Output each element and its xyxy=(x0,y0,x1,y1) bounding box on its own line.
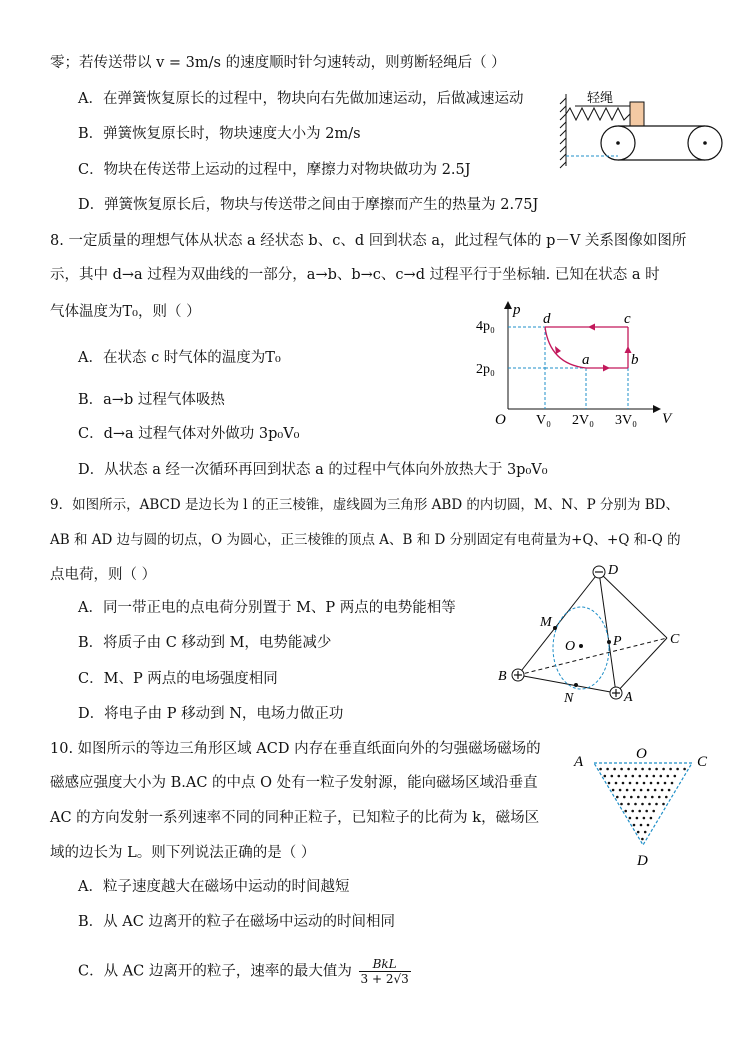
field-dot xyxy=(619,789,622,792)
field-dot xyxy=(625,775,628,778)
point-d: d xyxy=(543,311,551,327)
label-a: A xyxy=(624,690,633,705)
q9-option-c: C．M、P 两点的电场强度相同 xyxy=(78,671,278,687)
field-dot xyxy=(643,782,646,785)
field-dot xyxy=(652,810,655,813)
field-dot xyxy=(655,803,658,806)
field-dot xyxy=(646,775,649,778)
field-dot xyxy=(647,789,650,792)
field-dot xyxy=(629,782,632,785)
field-dot xyxy=(612,789,615,792)
label-m: M xyxy=(540,615,552,630)
q9-stem-line2: AB 和 AD 边与圆的切点，O 为圆心，正三棱锥的顶点 A、B 和 D 分别固定有电荷量为+Q、+Q 和-Q 的 xyxy=(50,532,681,548)
field-dot xyxy=(613,768,616,771)
field-dot xyxy=(648,768,651,771)
field-dot xyxy=(633,789,636,792)
label-b: B xyxy=(498,669,507,684)
field-dot xyxy=(604,775,607,778)
field-dot xyxy=(653,775,656,778)
field-dot xyxy=(624,810,627,813)
field-dot xyxy=(626,789,629,792)
field-dot xyxy=(627,768,630,771)
q10-stem-line4: 域的边长为 L。则下列说法正确的是（ ） xyxy=(50,845,316,861)
field-dot xyxy=(683,768,686,771)
field-dot xyxy=(668,789,671,792)
origin-label: O xyxy=(495,412,506,428)
field-dot xyxy=(669,768,672,771)
field-dot xyxy=(611,775,614,778)
field-dot xyxy=(658,796,661,799)
minus-charge-d xyxy=(593,566,605,578)
field-dot xyxy=(618,775,621,778)
label-d: D xyxy=(608,563,619,578)
field-dot xyxy=(633,824,636,827)
q10-option-a: A．粒子速度越大在磁场中运动的时间越短 xyxy=(78,879,350,895)
field-dot xyxy=(647,824,650,827)
field-dot xyxy=(645,810,648,813)
label-c: C xyxy=(697,754,708,770)
field-dot xyxy=(671,782,674,785)
field-dot xyxy=(643,817,646,820)
v-tick-3v0: 3V₀ xyxy=(615,413,637,428)
field-dot xyxy=(639,775,642,778)
field-dot xyxy=(636,817,639,820)
fraction-denominator: 3 + 2√3 xyxy=(360,972,409,986)
conveyor-figure xyxy=(555,84,730,184)
field-dot xyxy=(637,831,640,834)
field-dot xyxy=(620,803,623,806)
field-dot xyxy=(654,789,657,792)
q7-option-d: D．弹簧恢复原长后，物块与传送带之间由于摩擦而产生的热量为 2.75J xyxy=(78,197,539,213)
label-d: D xyxy=(637,853,648,869)
q9-stem-line1: 9．如图所示，ABCD 是边长为 l 的正三棱锥，虚线圆为三角形 ABD 的内切圆，M、N、P 分别为 BD、 xyxy=(50,497,679,513)
cycle-arrows xyxy=(555,324,632,372)
field-dot xyxy=(599,768,602,771)
q8-stem-line1: 8. 一定质量的理想气体从状态 a 经状态 b、c、d 回到状态 a，此过程气体的 p－V 关系图像如图所 xyxy=(50,233,687,249)
label-o: O xyxy=(565,639,576,654)
field-dot xyxy=(667,775,670,778)
q9-stem-line3: 点电荷，则（ ） xyxy=(50,567,157,583)
field-dot xyxy=(638,810,641,813)
q7-option-a: A．在弹簧恢复原长的过程中，物块向右先做加速运动，后做减速运动 xyxy=(78,91,524,107)
q9-option-d: D．将电子由 P 移动到 N，电场力做正功 xyxy=(78,706,344,722)
q10-stem-line2: 磁感应强度大小为 B.AC 的中点 O 处有一粒子发射源，能向磁场区域沿垂直 xyxy=(50,775,538,791)
field-dot xyxy=(631,810,634,813)
field-dot xyxy=(641,803,644,806)
field-dot xyxy=(622,782,625,785)
field-dot xyxy=(664,782,667,785)
q10-option-b: B．从 AC 边离开的粒子在磁场中运动的时间相同 xyxy=(78,914,395,930)
label-c: C xyxy=(670,632,680,647)
field-dot xyxy=(627,803,630,806)
field-dot xyxy=(662,768,665,771)
field-dot xyxy=(637,796,640,799)
spring xyxy=(566,108,630,120)
q10-option-c-text: C．从 AC 边离开的粒子，速率的最大值为 xyxy=(78,963,352,980)
fraction-numerator: BkL xyxy=(359,957,411,972)
triangle-field-figure xyxy=(572,742,722,872)
field-dot xyxy=(661,789,664,792)
q8-stem-line2: 示，其中 d→a 过程为双曲线的一部分，a→b、b→c、c→d 过程平行于坐标轴. 已知在状态 a 时 xyxy=(50,267,660,283)
point-a: a xyxy=(582,352,590,368)
q8-option-c: C．d→a 过程气体对外做功 3p₀V₀ xyxy=(78,426,300,442)
field-dot xyxy=(662,803,665,806)
field-dot xyxy=(676,768,679,771)
v-axis-label: V xyxy=(662,411,672,427)
q10-stem-line3: AC 的方向发射一系列速率不同的同种正粒子，已知粒子的比荷为 k，磁场区 xyxy=(50,810,540,826)
v-tick-2v0: 2V₀ xyxy=(572,413,594,428)
field-dot xyxy=(634,768,637,771)
q7-option-c: C．物块在传送带上运动的过程中，摩擦力对物块做功为 2.5J xyxy=(78,162,471,178)
wall xyxy=(560,94,566,168)
field-dot xyxy=(616,796,619,799)
point-c: c xyxy=(624,311,631,327)
q9-option-a: A．同一带正电的点电荷分别置于 M、P 两点的电势能相等 xyxy=(78,600,456,616)
field-dot xyxy=(608,782,611,785)
field-dots xyxy=(599,768,686,841)
plus-charge-a xyxy=(610,687,622,699)
q10-stem-line1: 10. 如图所示的等边三角形区域 ACD 内存在垂直纸面向外的匀强磁场磁场的 xyxy=(50,741,541,757)
label-a: A xyxy=(574,754,584,770)
field-dot xyxy=(651,796,654,799)
field-dot xyxy=(650,817,653,820)
field-dot xyxy=(629,817,632,820)
field-dot xyxy=(620,768,623,771)
p-axis-label: p xyxy=(513,302,521,318)
q8-option-a: A．在状态 c 时气体的温度为T₀ xyxy=(78,350,281,366)
q8-option-d: D．从状态 a 经一次循环再回到状态 a 的过程中气体向外放热大于 3p₀V₀ xyxy=(78,462,548,478)
field-dot xyxy=(632,775,635,778)
field-dot xyxy=(640,824,643,827)
p-tick-2p0: 2p₀ xyxy=(476,362,495,377)
q9-option-b: B．将质子由 C 移动到 M，电势能减少 xyxy=(78,635,332,651)
field-dot xyxy=(674,775,677,778)
field-dot xyxy=(630,796,633,799)
plus-charge-b xyxy=(512,669,524,681)
field-dot xyxy=(641,768,644,771)
p-tick-4p0: 4p₀ xyxy=(476,319,495,334)
q8-option-b: B．a→b 过程气体吸热 xyxy=(78,392,225,408)
field-dot xyxy=(606,768,609,771)
tetrahedron-figure xyxy=(490,558,690,708)
field-dot xyxy=(657,782,660,785)
field-dot xyxy=(644,796,647,799)
field-dot xyxy=(641,838,644,841)
label-o: O xyxy=(636,746,647,762)
field-dot xyxy=(615,782,618,785)
field-dot xyxy=(644,831,647,834)
field-dot xyxy=(650,782,653,785)
pv-graph xyxy=(470,296,680,436)
q7-option-b: B．弹簧恢复原长时，物块速度大小为 2m/s xyxy=(78,126,361,142)
q7-stem: 零；若传送带以 v = 3m/s 的速度顺时针匀速转动，则剪断轻绳后（ ） xyxy=(50,55,506,71)
field-dot xyxy=(623,796,626,799)
rope-label: 轻绳 xyxy=(587,90,614,105)
field-dot xyxy=(655,768,658,771)
v-tick-v0: V₀ xyxy=(536,413,551,428)
point-b: b xyxy=(631,352,639,368)
field-dot xyxy=(640,789,643,792)
field-dot xyxy=(636,782,639,785)
field-dot xyxy=(665,796,668,799)
q10-option-c-fraction xyxy=(359,957,411,986)
field-dot xyxy=(648,803,651,806)
q10-option-c xyxy=(78,957,411,986)
label-n: N xyxy=(564,691,574,706)
q8-stem-line3: 气体温度为T₀，则（ ） xyxy=(50,304,201,320)
label-p: P xyxy=(613,634,622,649)
block xyxy=(630,102,644,126)
field-dot xyxy=(634,803,637,806)
field-dot xyxy=(660,775,663,778)
